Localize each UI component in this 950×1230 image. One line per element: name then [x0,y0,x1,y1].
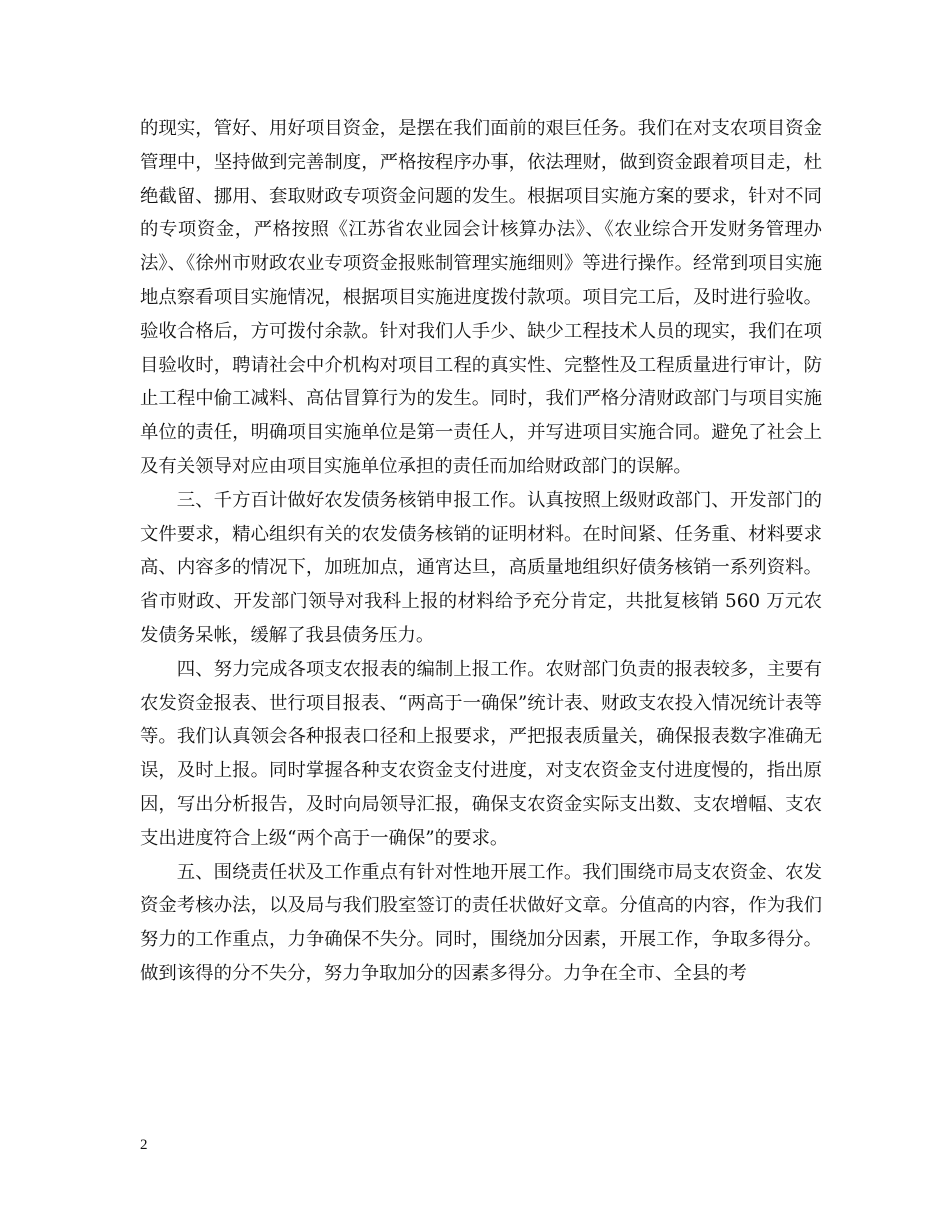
paragraph-continued: 的现实，管好、用好项目资金，是摆在我们面前的艰巨任务。我们在对支农项目资金管理中，坚持做到完善制度，严格按程序办事，依法理财，做到资金跟着项目走，杜绝截留、挪用、套取财政专项资金问题的发生。根据项目实施方案的要求，针对不同的专项资金，严格按照《江苏省农业园会计核算办法》、《农业综合开发财务管理办法》、《徐州市财政农业专项资金报账制管理实施细则》等进行操作。经常到项目实施地点察看项目实施情况，根据项目实施进度拨付款项。项目完工后，及时进行验收。验收合格后，方可拨付余款。针对我们人手少、缺少工程技术人员的现实，我们在项目验收时，聘请社会中介机构对项目工程的真实性、完整性及工程质量进行审计，防止工程中偷工减料、高估冒算行为的发生。同时，我们严格分清财政部门与项目实施单位的责任，明确项目实施单位是第一责任人，并写进项目实施合同。避免了社会上及有关领导对应由项目实施单位承担的责任而加给财政部门的误解。 [140,118,822,477]
page-number: 2 [140,1137,148,1153]
paragraph-section-4: 四、努力完成各项支农报表的编制上报工作。农财部门负责的报表较多，主要有农发资金报表、世行项目报表、“两高于一确保”统计表、财政支农投入情况统计表等等。我们认真领会各种报表口径和上报要求，严把报表质量关，确保报表数字准确无误，及时上报。同时掌握各种支农资金支付进度，对支农资金支付进度慢的，指出原因，写出分析报告，及时向局领导汇报，确保支农资金实际支出数、支农增幅、支农支出进度符合上级“两个高于一确保”的要求。 [140,658,822,849]
document-body [140,112,822,991]
paragraph-section-3: 三、千方百计做好农发债务核销申报工作。认真按照上级财政部门、开发部门的文件要求，精心组织有关的农发债务核销的证明材料。在时间紧、任务重、材料要求高、内容多的情况下，加班加点，通宵达旦，高质量地组织好债务核销一系列资料。省市财政、开发部门领导对我科上报的材料给予充分肯定，共批复核销 560 万元农发债务呆帐，缓解了我县债务压力。 [140,489,822,646]
paragraph-section-5: 五、围绕责任状及工作重点有针对性地开展工作。我们围绕市局支农资金、农发资金考核办法，以及局与我们股室签订的责任状做好文章。分值高的内容，作为我们努力的工作重点，力争确保不失分。同时，围绕加分因素，开展工作，争取多得分。做到该得的分不失分，努力争取加分的因素多得分。力争在全市、全县的考 [140,861,822,984]
